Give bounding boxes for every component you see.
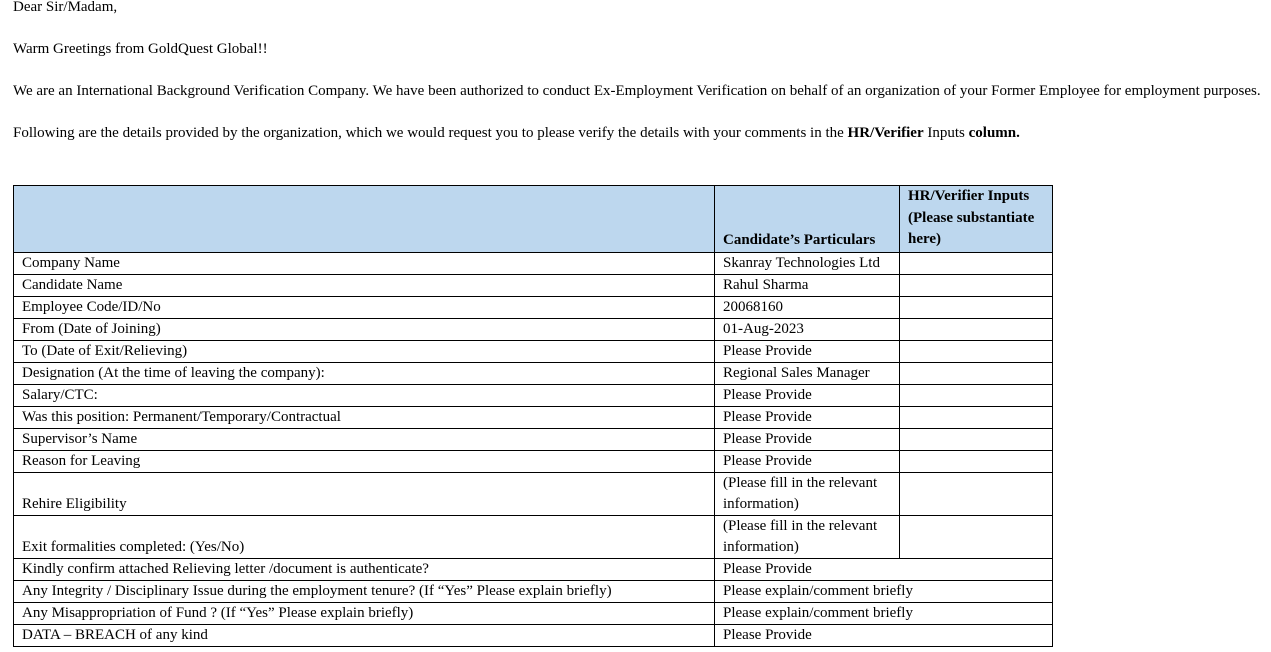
row-value: 20068160	[715, 296, 900, 318]
hr-input-cell[interactable]	[900, 428, 1053, 450]
row-field: Was this position: Permanent/Temporary/Contractual	[14, 406, 715, 428]
row-value: Please Provide	[715, 384, 900, 406]
hr-input-cell[interactable]	[900, 472, 1053, 515]
table-row	[14, 515, 1053, 558]
hr-input-cell[interactable]	[900, 406, 1053, 428]
row-value: Skanray Technologies Ltd	[715, 252, 900, 274]
table-row	[14, 428, 1053, 450]
header-hr-subtitle: (Please substantiate here)	[908, 209, 1035, 247]
table-row	[14, 362, 1053, 384]
row-value: Please explain/comment briefly	[715, 602, 1053, 624]
row-field: Salary/CTC:	[14, 384, 715, 406]
row-field: Exit formalities completed: (Yes/No)	[14, 515, 715, 558]
row-value: Please explain/comment briefly	[715, 580, 1053, 602]
row-value: 01-Aug-2023	[715, 318, 900, 340]
hr-input-cell[interactable]	[900, 515, 1053, 558]
row-field: Any Integrity / Disciplinary Issue during the employment tenure? (If “Yes” Please explain briefly)	[14, 580, 715, 602]
row-value: Rahul Sharma	[715, 274, 900, 296]
table-row	[14, 580, 1053, 602]
row-field: Reason for Leaving	[14, 450, 715, 472]
row-field: Supervisor’s Name	[14, 428, 715, 450]
instructions-text: Following are the details provided by the organization, which we would request you to please verify the details with your comments in the	[13, 125, 848, 141]
row-value: Regional Sales Manager	[715, 362, 900, 384]
hr-input-cell[interactable]	[900, 340, 1053, 362]
table-row	[14, 472, 1053, 515]
row-field: Kindly confirm attached Relieving letter /document is authenticate?	[14, 558, 715, 580]
row-field: Candidate Name	[14, 274, 715, 296]
table-row	[14, 406, 1053, 428]
instructions-text-mid: Inputs	[923, 125, 969, 141]
salutation: Dear Sir/Madam,	[13, 0, 118, 15]
row-field: To (Date of Exit/Relieving)	[14, 340, 715, 362]
row-value: Please Provide	[715, 558, 1053, 580]
row-field: From (Date of Joining)	[14, 318, 715, 340]
table-row	[14, 252, 1053, 274]
instructions-bold-hr: HR/Verifier	[847, 125, 924, 141]
row-value: Please Provide	[715, 340, 900, 362]
row-field: Company Name	[14, 252, 715, 274]
row-value: Please Provide	[715, 624, 1053, 646]
table-row	[14, 384, 1053, 406]
table-row	[14, 602, 1053, 624]
hr-input-cell[interactable]	[900, 318, 1053, 340]
hr-input-cell[interactable]	[900, 384, 1053, 406]
table-row	[14, 274, 1053, 296]
table-row	[14, 558, 1053, 580]
hr-input-cell[interactable]	[900, 450, 1053, 472]
table-row	[14, 318, 1053, 340]
hr-input-cell[interactable]	[900, 296, 1053, 318]
table-row	[14, 340, 1053, 362]
row-field: Any Misappropriation of Fund ? (If “Yes” Please explain briefly)	[14, 602, 715, 624]
header-hr-verifier-inputs	[900, 186, 1053, 253]
hr-input-cell[interactable]	[900, 362, 1053, 384]
row-value: (Please fill in the relevant information)	[715, 515, 900, 558]
row-value: Please Provide	[715, 450, 900, 472]
table-row	[14, 624, 1053, 646]
instructions-bold-column: column.	[968, 125, 1020, 141]
row-field: DATA – BREACH of any kind	[14, 624, 715, 646]
table-header-row	[14, 186, 1053, 253]
row-value: (Please fill in the relevant information)	[715, 472, 900, 515]
instructions-paragraph	[13, 125, 1020, 142]
row-field: Employee Code/ID/No	[14, 296, 715, 318]
header-candidate-particulars: Candidate’s Particulars	[715, 186, 900, 253]
row-field: Rehire Eligibility	[14, 472, 715, 515]
greeting: Warm Greetings from GoldQuest Global!!	[13, 41, 268, 57]
table-row	[14, 296, 1053, 318]
hr-input-cell[interactable]	[900, 252, 1053, 274]
row-field: Designation (At the time of leaving the company):	[14, 362, 715, 384]
row-value: Please Provide	[715, 406, 900, 428]
hr-input-cell[interactable]	[900, 274, 1053, 296]
row-value: Please Provide	[715, 428, 900, 450]
intro-paragraph: We are an International Background Verification Company. We have been authorized to conduct Ex-Employment Verification on behalf of an organization of your Former Employee for employment purposes.	[13, 83, 1261, 99]
verification-table	[13, 185, 1053, 647]
table-row	[14, 450, 1053, 472]
header-field	[14, 186, 715, 253]
header-hr-title: HR/Verifier Inputs	[908, 188, 1030, 204]
